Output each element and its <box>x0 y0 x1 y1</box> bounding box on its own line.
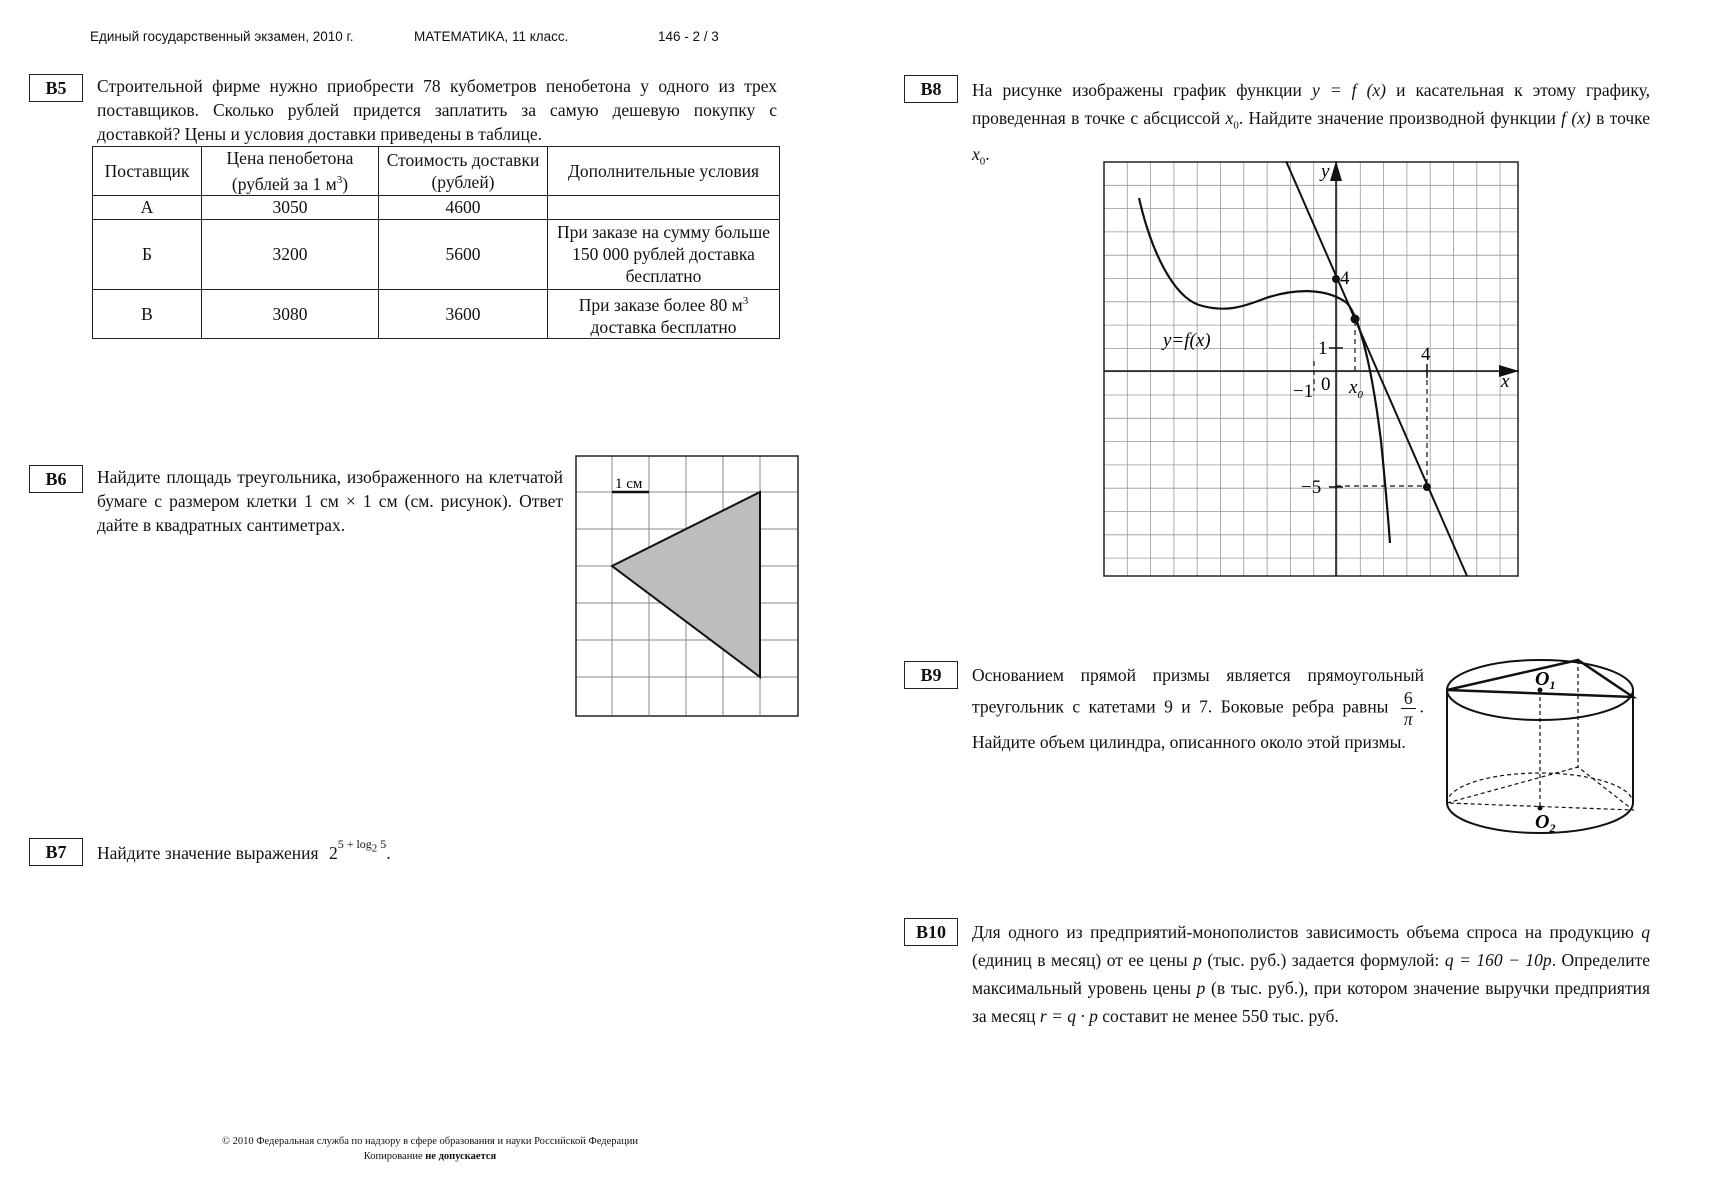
b10-tag: B10 <box>904 918 958 946</box>
table-row <box>93 289 780 338</box>
tick-4x: 4 <box>1421 344 1431 365</box>
point-4-5 <box>1423 483 1431 491</box>
table-cell: Б <box>93 219 202 289</box>
header-page: 146 - 2 / 3 <box>658 29 719 44</box>
point-x0 <box>1351 315 1360 324</box>
table-cell: 3050 <box>202 195 379 219</box>
b10-text: Для одного из предприятий-монополистов зависимость объема спроса на продукцию q (единиц в месяц) от ее цены p (тыс. руб.) задается формулой: q = 160 − 10p. Определите максимальный уровень цены p (в тыс. руб.), при котором значение выручки предприятия за месяц r = q · p составит не менее 550 тыс. руб. <box>972 922 1651 1026</box>
table-cell: 5600 <box>379 219 548 289</box>
table-cell: А <box>93 195 202 219</box>
point-tangent-y <box>1332 275 1340 283</box>
table-row <box>93 195 780 219</box>
o2-label: $O_2$ <box>1535 811 1556 835</box>
func-label: y=f(x) <box>1163 330 1211 351</box>
table-header: Дополнительные условия <box>548 147 780 196</box>
table-cell: 4600 <box>379 195 548 219</box>
b9-text: Основанием прямой призмы является прямоугольный треугольник с катетами 9 и 7. Боковые ребра равны $\frac{6}{\pi}$ . Найдите объем цилиндра, описанного около этой призмы. <box>972 665 1425 752</box>
b6-tag: B6 <box>29 465 83 493</box>
footer-line2: Копирование не допускается <box>363 1151 497 1162</box>
tick-1: 1 <box>1318 338 1328 359</box>
b8-tag: B8 <box>904 75 958 103</box>
b6-figure <box>575 455 799 717</box>
b8-graph <box>1103 161 1525 581</box>
y-label: y <box>1321 161 1330 182</box>
o1-label: $O_1$ <box>1535 668 1556 692</box>
b5-table <box>92 146 780 339</box>
b6-text: Найдите площадь треугольника, изображенного на клетчатой бумаге с размером клетки 1 см × 1 см (см. рисунок). Ответ дайте в квадратных сантиметрах. <box>97 467 563 535</box>
x-label: x <box>1501 371 1510 392</box>
table-header: Поставщик <box>93 147 202 196</box>
table-cell: В <box>93 289 202 338</box>
table-header-row <box>93 147 780 196</box>
table-cell: 3600 <box>379 289 548 338</box>
b8-text: На рисунке изображены график функции y = f (x) и касательная к этому графику, проведенная в точке с абсциссой $x_0$. Найдите значение производной функции f (x) в точке $x_0$. <box>972 80 1651 167</box>
b7-text: Найдите значение выражения $2^{5 + log_2 5}$. <box>97 837 391 863</box>
scale-label: 1 см <box>615 476 643 492</box>
table-cell: 3080 <box>202 289 379 338</box>
table-cell: При заказе на сумму больше 150 000 рублей доставка бесплатно <box>548 219 780 289</box>
table-cell: 3200 <box>202 219 379 289</box>
table-header: Цена пенобетона (рублей за 1 $м^3$) <box>202 147 379 196</box>
table-header: Стоимость доставки (рублей) <box>379 147 548 196</box>
b7-tag: B7 <box>29 838 83 866</box>
x0-label: $x_0$ <box>1349 377 1363 401</box>
tick-m5: −5 <box>1301 477 1322 498</box>
header-subject: МАТЕМАТИКА, 11 класс. <box>414 29 569 44</box>
tangent-line <box>1286 161 1467 576</box>
b9-figure <box>1440 645 1640 850</box>
tick-m1: −1 <box>1293 381 1314 402</box>
table-cell: При заказе более 80 $м^3$ доставка бесплатно <box>548 289 780 338</box>
table-row <box>93 219 780 289</box>
table-cell <box>548 195 780 219</box>
b5-tag: B5 <box>29 74 83 102</box>
b5-text: Строительной фирме нужно приобрести 78 кубометров пенобетона у одного из трех поставщиков. Сколько рублей придется заплатить за самую дешевую покупку с доставкой? Цены и условия доставки приведены в таблице. <box>97 76 777 144</box>
header-exam: Единый государственный экзамен, 2010 г. <box>90 29 354 44</box>
footer-line1: © 2010 Федеральная служба по надзору в сфере образования и науки Российской Федерации <box>221 1136 639 1147</box>
tick-0: 0 <box>1321 374 1331 395</box>
b9-tag: B9 <box>904 661 958 689</box>
tick-4y: 4 <box>1340 268 1350 289</box>
